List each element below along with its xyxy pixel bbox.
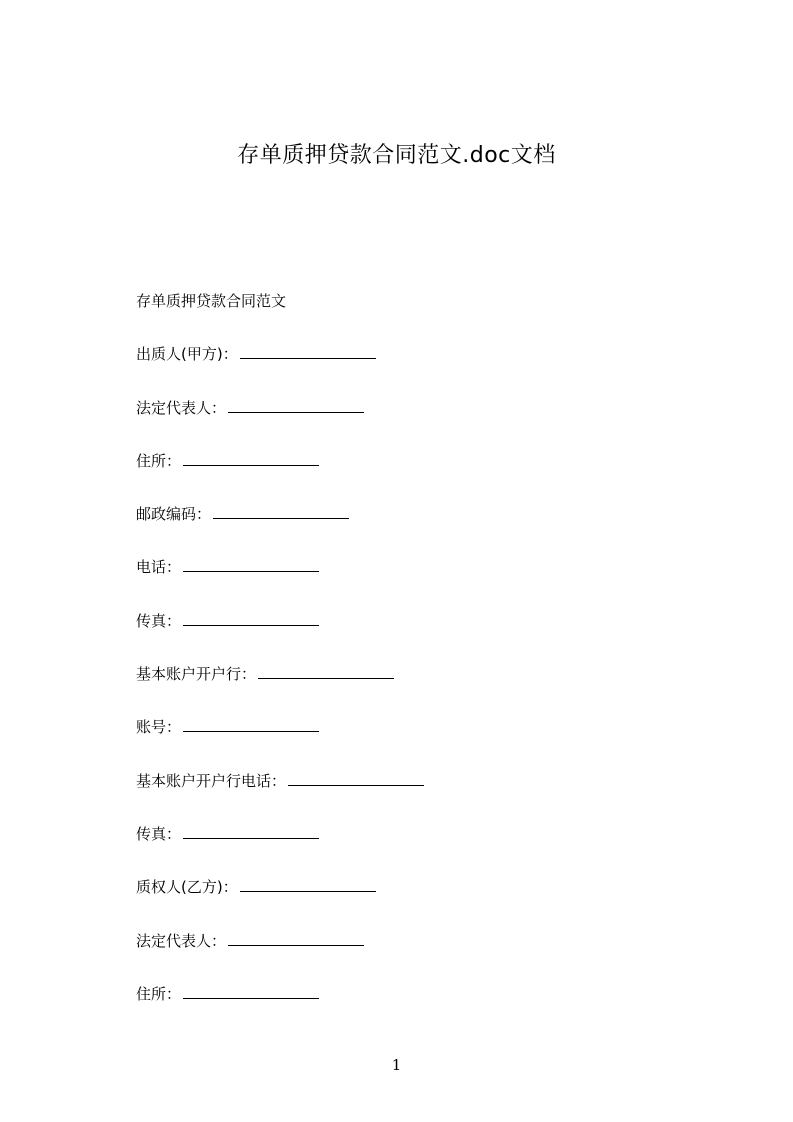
fill-in-blank: [183, 570, 319, 572]
field-label: 传真：: [136, 824, 182, 843]
field-fax-2: [136, 821, 696, 847]
field-phone: [136, 554, 696, 580]
fill-in-blank: [183, 730, 319, 732]
field-label: 基本账户开户行：: [136, 665, 257, 684]
field-label: 传真：: [136, 611, 182, 630]
field-pledgor: [136, 341, 696, 367]
fill-in-blank: [183, 464, 319, 466]
field-label: 账号：: [136, 718, 182, 737]
field-basic-account-bank: [136, 661, 696, 687]
contract-heading: 存单质押贷款合同范文: [136, 292, 287, 310]
field-label: 出质人(甲方)：: [136, 345, 238, 364]
field-legal-representative-2: [136, 928, 696, 954]
field-label: 住所：: [136, 984, 182, 1003]
field-label: 法定代表人：: [136, 398, 227, 417]
page-number: 1: [391, 1056, 402, 1074]
fill-in-blank: [183, 624, 319, 626]
fill-in-blank: [228, 944, 364, 946]
field-legal-representative: [136, 395, 696, 421]
field-pledgee: [136, 874, 696, 900]
fill-in-blank: [258, 677, 394, 679]
field-address: [136, 448, 696, 474]
fill-in-blank: [213, 517, 349, 519]
fill-in-blank: [240, 890, 376, 892]
field-label: 基本账户开户行电话：: [136, 771, 287, 790]
document-title: 存单质押贷款合同范文.doc文档: [237, 143, 556, 168]
field-label: 住所：: [136, 451, 182, 470]
field-account-number: [136, 714, 696, 740]
field-label: 质权人(乙方)：: [136, 878, 238, 897]
field-postal-code: [136, 501, 696, 527]
fill-in-blank: [288, 784, 424, 786]
fill-in-blank: [240, 357, 376, 359]
document-body: [136, 288, 696, 1034]
field-fax: [136, 608, 696, 634]
field-label: 邮政编码：: [136, 505, 212, 524]
field-label: 电话：: [136, 558, 182, 577]
fill-in-blank: [228, 411, 364, 413]
fill-in-blank: [183, 997, 319, 999]
field-bank-phone: [136, 768, 696, 794]
field-address-2: [136, 981, 696, 1007]
field-label: 法定代表人：: [136, 931, 227, 950]
fill-in-blank: [183, 837, 319, 839]
